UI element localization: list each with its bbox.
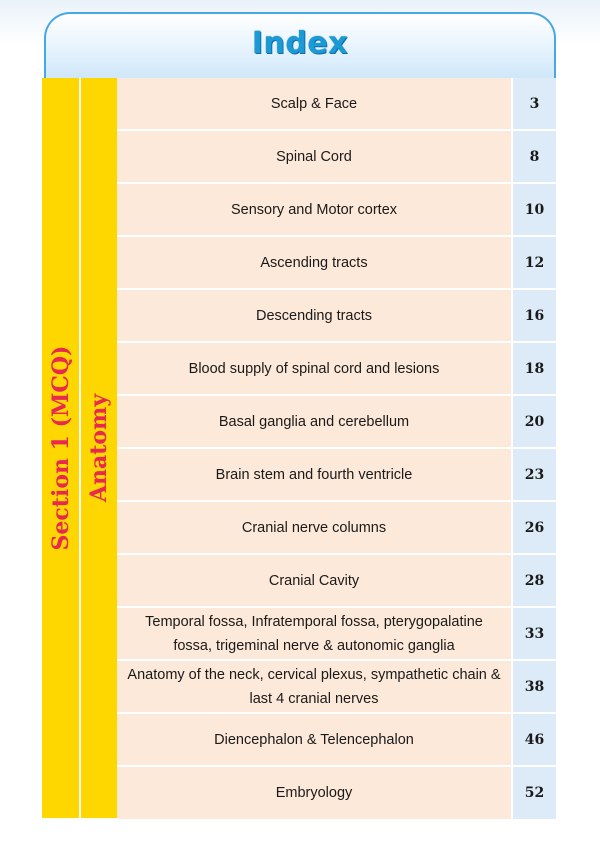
index-page-number: 26	[513, 502, 556, 553]
index-row[interactable]	[117, 767, 558, 819]
index-page-number: 20	[513, 396, 556, 447]
index-page-number: 16	[513, 290, 556, 341]
subject-sidebar	[81, 78, 117, 818]
index-page-number: 8	[513, 131, 556, 182]
index-page-number: 10	[513, 184, 556, 235]
index-topic: Spinal Cord	[117, 131, 513, 182]
index-topic: Sensory and Motor cortex	[117, 184, 513, 235]
index-row[interactable]	[117, 184, 558, 237]
index-row[interactable]	[117, 343, 558, 396]
index-page-number: 52	[513, 767, 556, 819]
index-page-number: 33	[513, 608, 556, 659]
index-header	[44, 12, 556, 78]
index-topic: Basal ganglia and cerebellum	[117, 396, 513, 447]
section-label: Section 1 (MCQ)	[47, 345, 74, 551]
index-page-number: 28	[513, 555, 556, 606]
index-row[interactable]	[117, 449, 558, 502]
index-topic: Anatomy of the neck, cervical plexus, sympathetic chain & last 4 cranial nerves	[117, 661, 513, 712]
index-topic: Blood supply of spinal cord and lesions	[117, 343, 513, 394]
index-topic: Temporal fossa, Infratemporal fossa, pterygopalatine fossa, trigeminal nerve & autonomic ganglia	[117, 608, 513, 659]
index-row[interactable]	[117, 237, 558, 290]
section-sidebar	[42, 78, 80, 818]
index-row[interactable]	[117, 555, 558, 608]
index-row[interactable]	[117, 131, 558, 184]
index-topic: Cranial Cavity	[117, 555, 513, 606]
index-row[interactable]	[117, 396, 558, 449]
subject-label: Anatomy	[86, 393, 112, 503]
index-title: Index	[251, 26, 349, 61]
index-table	[117, 78, 558, 819]
index-topic: Descending tracts	[117, 290, 513, 341]
index-row[interactable]	[117, 608, 558, 661]
index-topic: Embryology	[117, 767, 513, 819]
index-topic: Scalp & Face	[117, 78, 513, 129]
index-row[interactable]	[117, 78, 558, 131]
index-page-number: 38	[513, 661, 556, 712]
index-topic: Ascending tracts	[117, 237, 513, 288]
index-row[interactable]	[117, 661, 558, 714]
index-row[interactable]	[117, 290, 558, 343]
index-topic: Cranial nerve columns	[117, 502, 513, 553]
index-row[interactable]	[117, 502, 558, 555]
index-topic: Diencephalon & Telencephalon	[117, 714, 513, 765]
index-page-number: 23	[513, 449, 556, 500]
index-page-number: 46	[513, 714, 556, 765]
index-row[interactable]	[117, 714, 558, 767]
index-topic: Brain stem and fourth ventricle	[117, 449, 513, 500]
index-page-number: 18	[513, 343, 556, 394]
index-page-number: 12	[513, 237, 556, 288]
index-page-number: 3	[513, 78, 556, 129]
